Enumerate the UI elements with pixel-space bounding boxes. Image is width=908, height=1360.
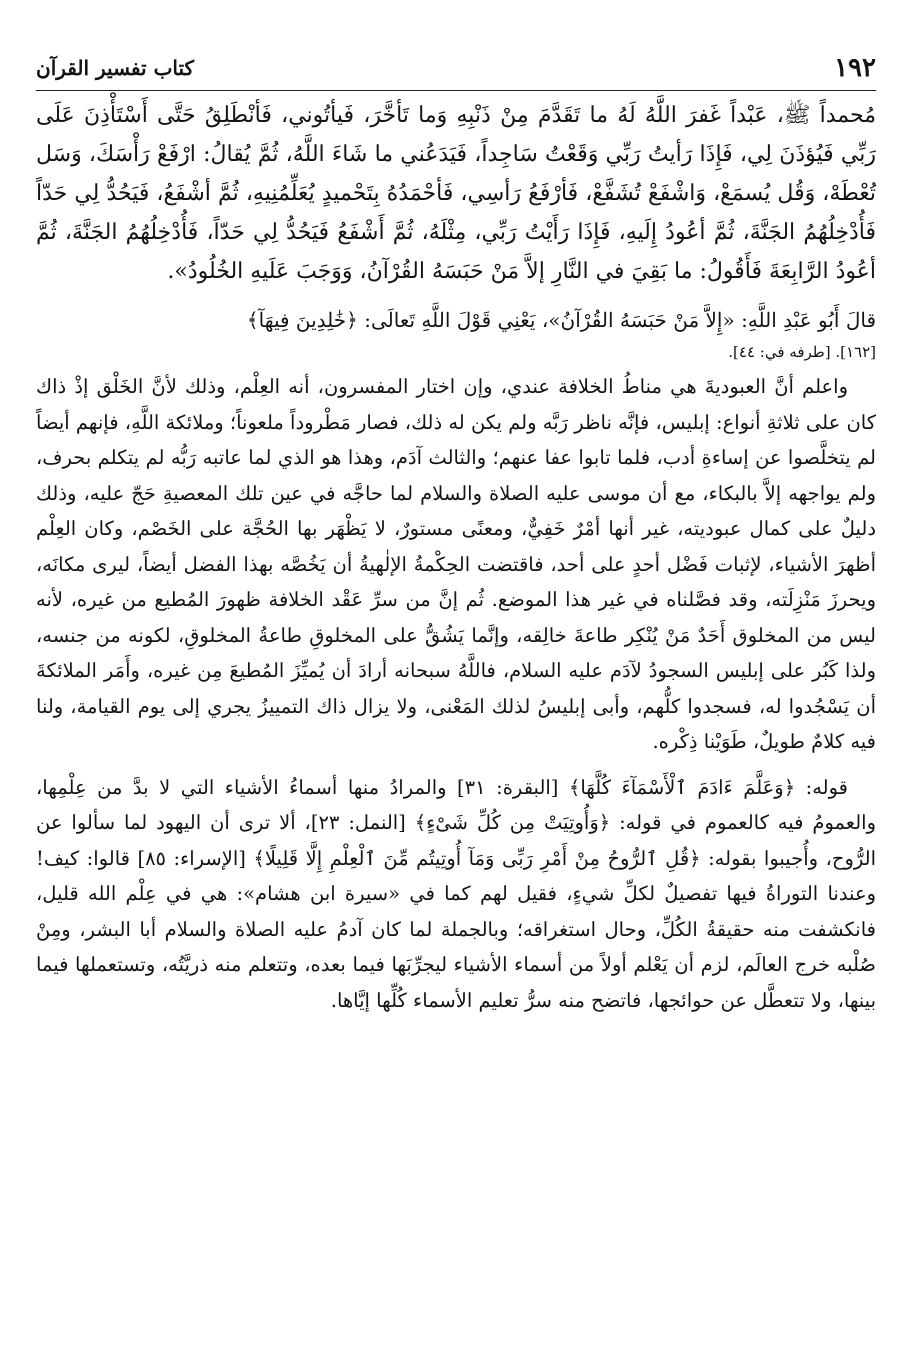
commentary-text: قالَ أَبُو عَبْدِ اللَّهِ: «إِلاَّ مَنْ حَبَسَهُ القُرْآنُ»، يَعْنِي قَوْلَ اللَّهِ تَعالَى: ﴿خَٰلِدِينَ فِيهَآ﴾ (246, 308, 876, 332)
page-header (36, 46, 876, 91)
hadith-reference: [١٦٢]. [طرفه في: ٤٤]. (728, 343, 876, 361)
tafsir-paragraph-1: واعلم أنَّ العبوديةَ هي مناطُ الخلافة عندي، وإن اختار المفسرون، أنه العِلْم، وذلك لأنَّ الخَلْق إذْ ذاك كان على ثلاثةِ أنواع: إبليس، فإنَّه ناظر رَبَّه ولم يكن له ذلك، فصار مَطْروداً ملعوناً؛ وملائكة اللَّهِ، فإنهم أيضاً لم يتخلَّصوا عن إساءةِ أدب، فلما تابوا عفا عنهم؛ والثالث آدَم، وهذا هو الذي لما عاتبه رَبُّه لم يتكلم بحرف، ولم يواجهه إلاَّ بالبكاء، مع أن موسى عليه الصلاة والسلام لما حاجَّه في عين تلك المعصيةِ حَجّ عليه، وذلك دليلٌ على كمال عبوديته، غير أنها أمْرٌ خَفِيٌّ، ومعنًى مستورٌ، لا يَظْهَر بها الحُجَّة على الخَصْم، وكان العِلْم أظهرَ الأشياء، لإثبات فَضْل أحدٍ على أحد، فاقتضت الحِكْمةُ الإلٰهيةُ أن يَخُصَّه بهذا الفضل أيضاً، ليرى مكانَه، ويحرزَ مَنْزِلَته، وقد فصَّلناه في غير هذا الموضع. ثُم إنَّ من سرِّ عَقْد الخلافة ظهورَ المُطيع من غيره، لأنه ليس من المخلوق أَحَدٌ مَنْ يُنْكِر طاعةَ خالِقه، وإنَّما يَشُقُّ على المخلوقِ طاعةُ المخلوقِ، لكونه من جنسه، ولذا كَبُر على إبليس السجودُ لآدَم عليه السلام، فاللَّهُ سبحانه أرادَ أن يُميِّزَ المُطيعَ مِن غيره، وأَمَر الملائكةَ أن يَسْجُدوا له، فسجدوا كلُّهم، وأبى إبليسُ لذلك المَعْنى، ولا يزال ذاك التمييزُ يجري إلى يوم القيامة، ولنا فيه كلامٌ طويلٌ، طَوَيْنا ذِكْره. (36, 375, 876, 753)
page-content (36, 96, 876, 1018)
hadith-text: مُحمداً ﷺ، عَبْداً غَفرَ اللَّهُ لَهُ ما تَقَدَّمَ مِنْ ذَنْبِهِ وَما تَأخَّرَ، فَيأتُوني، فَأنْطَلِقُ حَتَّى أَسْتَأْذِنَ عَلَى رَبِّي فَيُؤذَنَ لِي، فَإِذَا رَأيتُ رَبِّي وَقَعْتُ سَاجِداً، فَيَدَعُني ما شَاءَ اللَّهُ، ثُمَّ يُقالُ: ارْفَعْ رَأْسَكَ، وَسَل تُعْطَهْ، وَقُل يُسمَعْ، وَاشْفَعْ تُشَفَّعْ، فَأرْفَعُ رَأسِي، فَأحْمَدُهُ بِتَحْميدٍ يُعَلِّمُنِيهِ، ثُمَّ أشْفَعُ، فَيَحُدُّ لِي حَدّاً فَأُدْخِلُهُمُ الجَنَّةَ، ثُمَّ أعُودُ إِلَيهِ، فَإِذَا رَأَيْتُ رَبِّي، مِثْلَهُ، ثُمَّ أَشْفَعُ فَيَحُدُّ لِي حَدّاً، فَأُدْخِلُهُمُ الجَنَّةَ، ثُمَّ أعُودُ الرَّابِعَةَ فَأَقُولُ: ما بَقِيَ في النَّارِ إلاَّ مَنْ حَبَسَهُ القُرْآنُ، وَوَجَبَ عَلَيهِ الخُلُودُ». (36, 103, 876, 284)
tafsir-paragraph-2: قوله: ﴿وَعَلَّمَ ءَادَمَ ٱلْأَسْمَآءَ كُلَّهَا﴾ [البقرة: ٣١] والمرادُ منها أسماءُ الأشياء التي لا بدَّ من عِلْمِها، والعمومُ فيه كالعموم في قوله: ﴿وَأُوتِيَتْ مِن كُلِّ شَىْءٍ﴾ [النمل: ٢٣]، ألا ترى أن اليهود لما سألوا عن الرُّوح، وأُجيبوا بقوله: ﴿قُلِ ٱلرُّوحُ مِنْ أَمْرِ رَبِّى وَمَآ أُوتِيتُم مِّنَ ٱلْعِلْمِ إِلَّا قَلِيلًا﴾ [الإسراء: ٨٥] قالوا: كيف! وعندنا التوراةُ فيها تفصيلٌ لكلِّ شيءٍ، فقيل لهم كما في «سيرة ابن هشام»: هي في عِلْم الله قليل، فانكشفت منه حقيقةُ الكُلِّ، وحال استغراقه؛ وبالجملة لما كان آدمُ عليه الصلاة والسلام أبا البشر، ومِنْ صُلْبه خرج العالَم، لزم أن يَعْلم أولاً من أسماء الأشياء ليجرِّبَها فيما بعده، وتتعلم منه ذريَّتُه، وتستعملها فيما بينها، ولا تتعطَّل عن حوائجها، فاتضح منه سرُّ تعليم الأسماء كُلِّها إيَّاها. (36, 775, 876, 1012)
book-title: كتاب تفسير القرآن (36, 56, 195, 80)
page-number: ١٩٢ (834, 53, 876, 83)
